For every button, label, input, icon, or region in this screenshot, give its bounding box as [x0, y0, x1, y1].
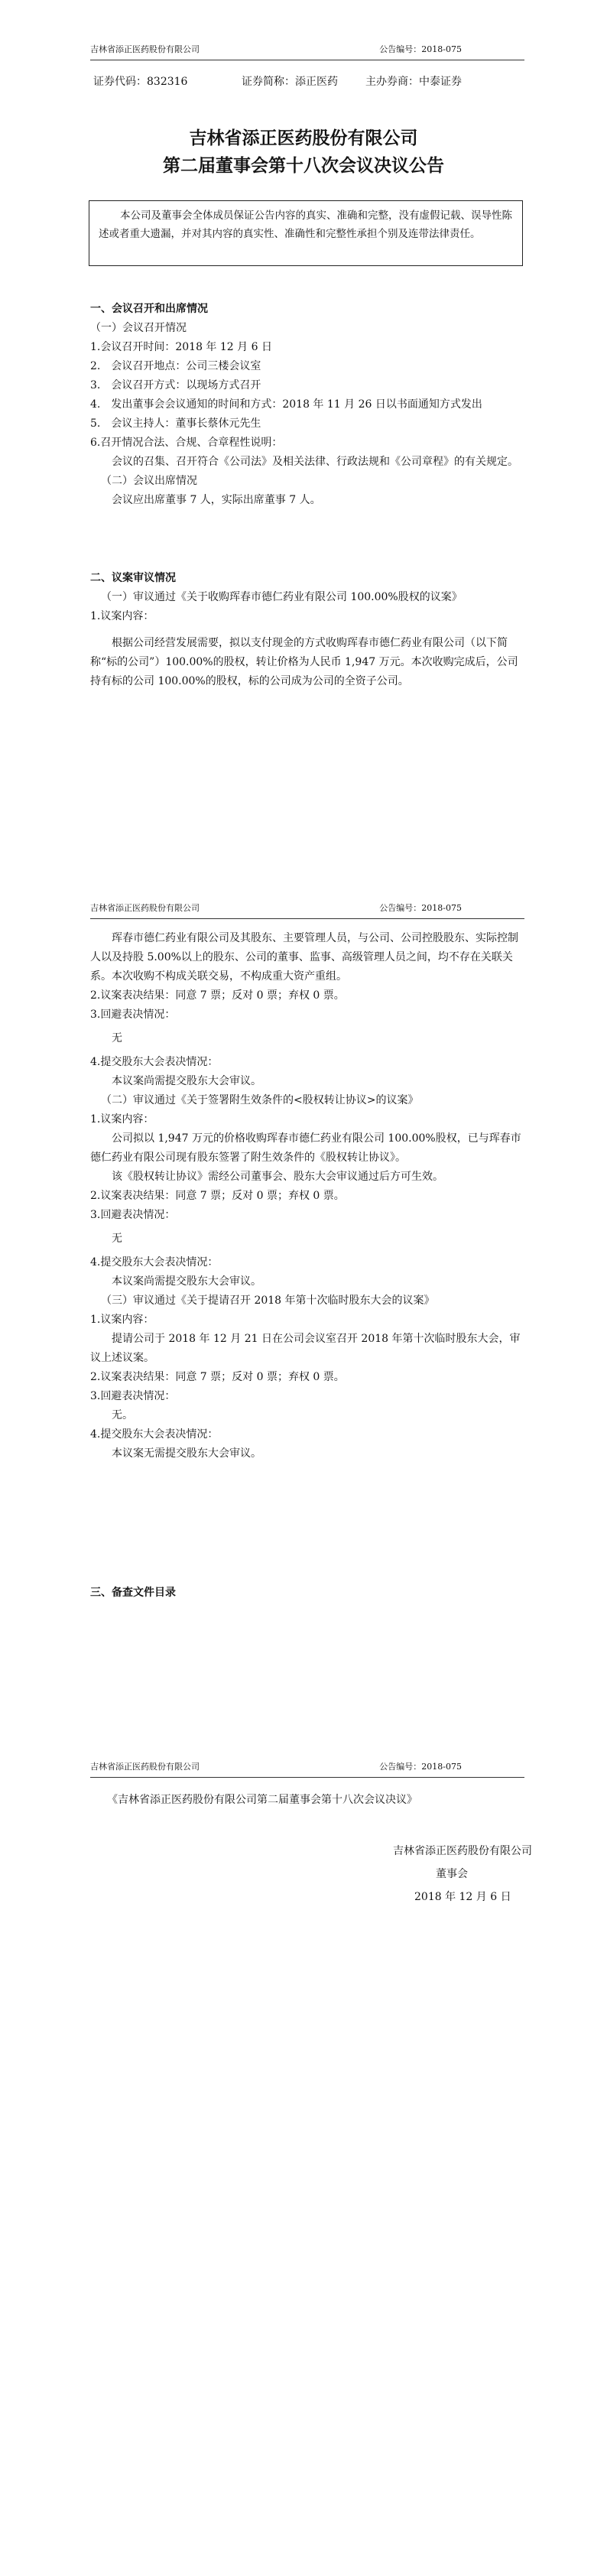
- motion3-submit-label: 4.提交股东大会表决情况：: [90, 1428, 219, 1441]
- section2-heading: 二、议案审议情况: [90, 572, 176, 584]
- motion1-submit: 本议案尚需提交股东大会审议。: [112, 1075, 261, 1087]
- motion1-avoid: 无: [112, 1032, 122, 1044]
- motion1-vote: 2.议案表决结果：同意 7 票；反对 0 票；弃权 0 票。: [90, 989, 345, 1002]
- motion3-vote: 2.议案表决结果：同意 7 票；反对 0 票；弃权 0 票。: [90, 1371, 345, 1383]
- security-broker: 主办券商：中泰证券: [365, 76, 462, 88]
- header-company: 吉林省添正医药股份有限公司: [90, 1762, 200, 1772]
- security-code: 证券代码：832316: [93, 76, 188, 88]
- section1-heading: 一、会议召开和出席情况: [90, 303, 208, 315]
- meeting-item: 4. 发出董事会会议通知的时间和方式：2018 年 11 月 26 日以书面通知方式发出: [90, 398, 482, 411]
- section1-sub2: （二）会议出席情况: [101, 475, 197, 487]
- motion3-avoid: 无。: [112, 1409, 133, 1421]
- motion2-content-label: 1.议案内容：: [90, 1113, 154, 1126]
- motion2-content: 公司拟以 1,947 万元的价格收购珲春市德仁药业有限公司 100.00%股权，已与珲春市德仁药业有限公司现有股东签署了附生效条件的《股权转让协议》。: [90, 1132, 521, 1164]
- signature-date: 2018 年 12 月 6 日: [414, 1891, 511, 1903]
- meeting-item: 5. 会议主持人：董事长蔡休元先生: [90, 417, 261, 430]
- attendance-text: 会议应出席董事 7 人，实际出席董事 7 人。: [112, 494, 321, 506]
- document-list: [107, 1791, 526, 1810]
- header-announcement-no: 公告编号：2018-075: [379, 1762, 462, 1772]
- meeting-item: 6.召开情况合法、合规、合章程性说明：: [90, 437, 283, 449]
- meeting-item: 1.会议召开时间：2018 年 12 月 6 日: [90, 341, 272, 353]
- motion2-avoid-label: 3.回避表决情况：: [90, 1209, 176, 1221]
- motion2-avoid: 无: [112, 1233, 122, 1245]
- page-1: [0, 0, 607, 859]
- motion1-content-label: 1.议案内容：: [90, 610, 154, 622]
- motion1-avoid-label: 3.回避表决情况：: [90, 1009, 176, 1021]
- signature-company: 吉林省添正医药股份有限公司: [393, 1845, 532, 1857]
- motion2-title: （二）审议通过《关于签署附生效条件的<股权转让协议>的议案》: [101, 1094, 419, 1106]
- motion3-content-label: 1.议案内容：: [90, 1314, 154, 1326]
- motion2-content2: 该《股权转让协议》需经公司董事会、股东大会审议通过后方可生效。: [112, 1171, 443, 1183]
- motion3-title: （三）审议通过《关于提请召开 2018 年第十次临时股东大会的议案》: [101, 1294, 435, 1307]
- page-header: [90, 43, 524, 60]
- motion2-submit: 本议案尚需提交股东大会审议。: [112, 1275, 261, 1288]
- header-company: 吉林省添正医药股份有限公司: [90, 903, 200, 913]
- signature-block: [393, 1840, 607, 1908]
- motion1-content-cont: 珲春市德仁药业有限公司及其股东、主要管理人员，与公司、公司控股股东、实际控制人以及持股 5.00%以上的股东、公司的董事、监事、高级管理人员之间，均不存在关联关系。本次收购不构成关联交易，不构成重大资产重组。: [90, 932, 518, 983]
- section-documents: [90, 1584, 526, 1603]
- header-announcement-no: 公告编号：2018-075: [379, 44, 462, 54]
- header-company: 吉林省添正医药股份有限公司: [90, 44, 200, 54]
- document-title-line1: 吉林省添正医药股份有限公司: [189, 128, 418, 148]
- page-3: [0, 1717, 607, 2576]
- section3-heading: 三、备查文件目录: [90, 1587, 176, 1599]
- motion3-avoid-label: 3.回避表决情况：: [90, 1390, 176, 1402]
- motion1-submit-label: 4.提交股东大会表决情况：: [90, 1056, 219, 1068]
- section-meeting-info: [90, 300, 526, 510]
- motion2-submit-label: 4.提交股东大会表决情况：: [90, 1256, 219, 1269]
- meeting-item: 3. 会议召开方式：以现场方式召开: [90, 379, 261, 391]
- security-info-row: [93, 73, 524, 89]
- page-header: [90, 1760, 524, 1778]
- security-abbr: 证券简称：添正医药: [242, 76, 338, 88]
- section-motions-page2: [90, 929, 526, 1463]
- motion1-content: 根据公司经营发展需要，拟以支付现金的方式收购珲春市德仁药业有限公司（以下简称“标的公司”）100.00%的股权，转让价格为人民币 1,947 万元。本次收购完成后，公司持有标的公司 100.00%的股权，标的公司成为公司的全资子公司。: [90, 637, 518, 687]
- meeting-item: 2. 会议召开地点：公司三楼会议室: [90, 360, 261, 372]
- legality-text: 会议的召集、召开符合《公司法》及相关法律、行政法规和《公司章程》的有关规定。: [112, 456, 518, 468]
- section1-sub1: （一）会议召开情况: [90, 322, 187, 334]
- page-header: [90, 901, 524, 919]
- section-motions-page1: [90, 569, 526, 691]
- signature-board: 董事会: [436, 1868, 468, 1880]
- document-title-line2: 第二届董事会第十八次会议决议公告: [163, 156, 444, 176]
- page-2: [0, 859, 607, 1717]
- motion3-submit: 本议案无需提交股东大会审议。: [112, 1447, 261, 1460]
- motion3-content: 提请公司于 2018 年 12 月 21 日在公司会议室召开 2018 年第十次临时股东大会，审议上述议案。: [90, 1333, 521, 1364]
- disclaimer-box: 本公司及董事会全体成员保证公告内容的真实、准确和完整，没有虚假记载、误导性陈述或者重大遗漏，并对其内容的真实性、准确性和完整性承担个别及连带法律责任。: [89, 200, 523, 266]
- reference-document: 《吉林省添正医药股份有限公司第二届董事会第十八次会议决议》: [107, 1794, 417, 1806]
- motion2-vote: 2.议案表决结果：同意 7 票；反对 0 票；弃权 0 票。: [90, 1190, 345, 1202]
- header-announcement-no: 公告编号：2018-075: [379, 903, 462, 913]
- motion1-title: （一）审议通过《关于收购珲春市德仁药业有限公司 100.00%股权的议案》: [101, 591, 463, 603]
